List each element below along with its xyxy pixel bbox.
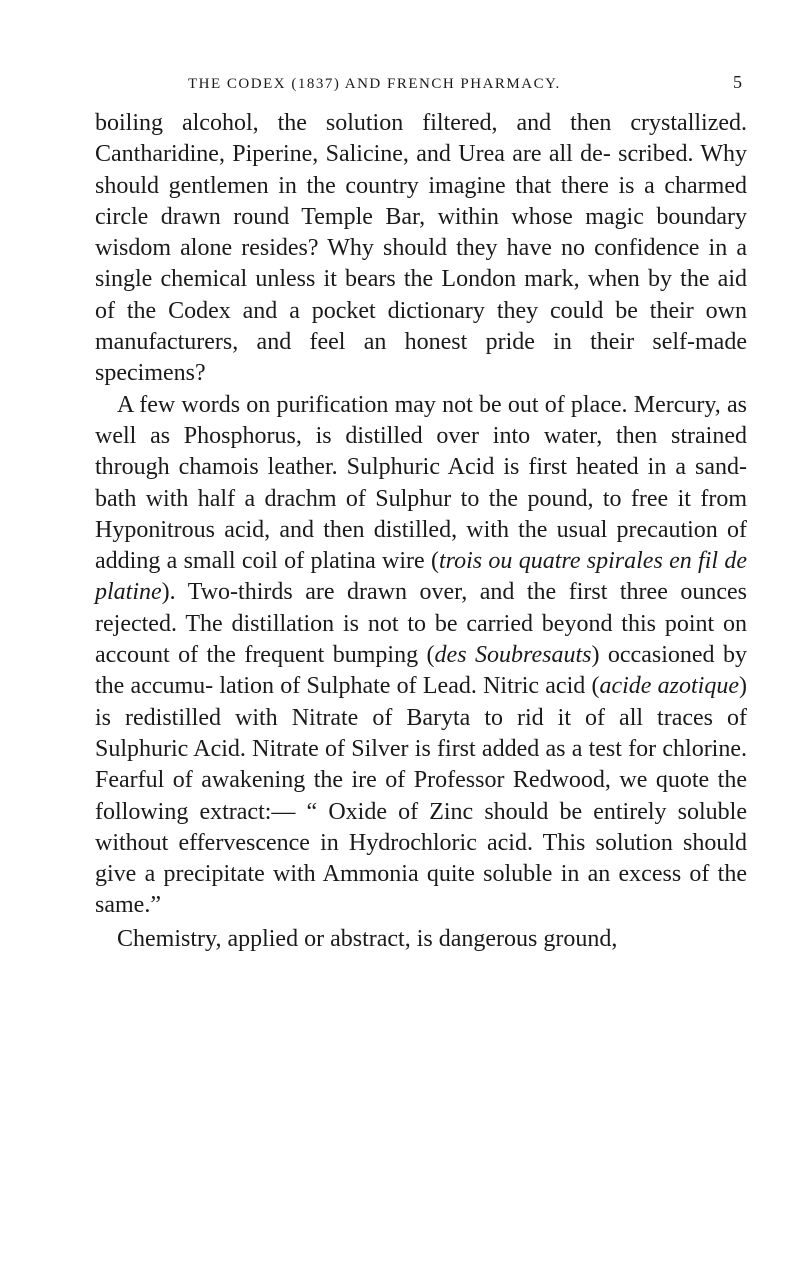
- running-head: [188, 76, 728, 93]
- running-title-part-1: THE CODEX (: [188, 76, 298, 92]
- italic-phrase-platine: trois ou quatre spirales en fil de platine: [95, 548, 747, 606]
- running-title-year: 1837: [297, 76, 334, 92]
- running-title-part-2: ) AND FRENCH PHARMACY.: [333, 76, 561, 92]
- italic-phrase-azotique: acide azotique: [599, 673, 739, 700]
- paragraph-1: boiling alcohol, the solution filtered, and then crystallized. Cantharidine, Piperine, Salicine, and Urea are all de- scribed. Why should gentlemen in the country imagine that there is a charmed circle drawn round Temple Bar, within whose magic boundary wisdom alone resides? Why should they have no confidence in a single chemical unless it bears the London mark, when by the aid of the Codex and a pocket dictionary they could be their own manufacturers, and feel an honest pride in their self-made specimens?: [95, 110, 747, 387]
- paragraph-2: [95, 390, 747, 922]
- body-text: [95, 108, 747, 955]
- paragraph-2-part-d: ) is redistilled with Nitrate of Baryta to rid it of all traces of Sulphuric Acid. Nitrate of Silver is first added as a test for chlorine. Fearful of awakening the ire of Professor Redwood, we quote the following extract:— “ Oxide of Zinc should be entirely soluble without effervescence in Hydrochloric acid. This solution should give a precipitate with Ammonia quite soluble in an excess of the same.”: [95, 673, 747, 919]
- italic-phrase-soubresauts: des Soubresauts: [434, 642, 592, 669]
- paragraph-2-part-c: ) occasioned by the accumu- lation of Sulphate of Lead. Nitric acid (: [95, 642, 747, 700]
- paragraph-2-part-b: ). Two-thirds are drawn over, and the first three ounces rejected. The distillation is not to be carried beyond this point on account of the frequent bumping (: [95, 579, 747, 669]
- page-number: 5: [733, 72, 742, 92]
- paragraph-3: Chemistry, applied or abstract, is dangerous ground,: [117, 925, 618, 952]
- paragraph-2-part-a: A few words on purification may not be out of place. Mercury, as well as Phosphorus, is distilled over into water, then strained through chamois leather. Sulphuric Acid is first heated in a sand-bath with half a drachm of Sulphur to the pound, to free it from Hyponitrous acid, and then distilled, with the usual precaution of adding a small coil of platina wire (: [95, 391, 747, 575]
